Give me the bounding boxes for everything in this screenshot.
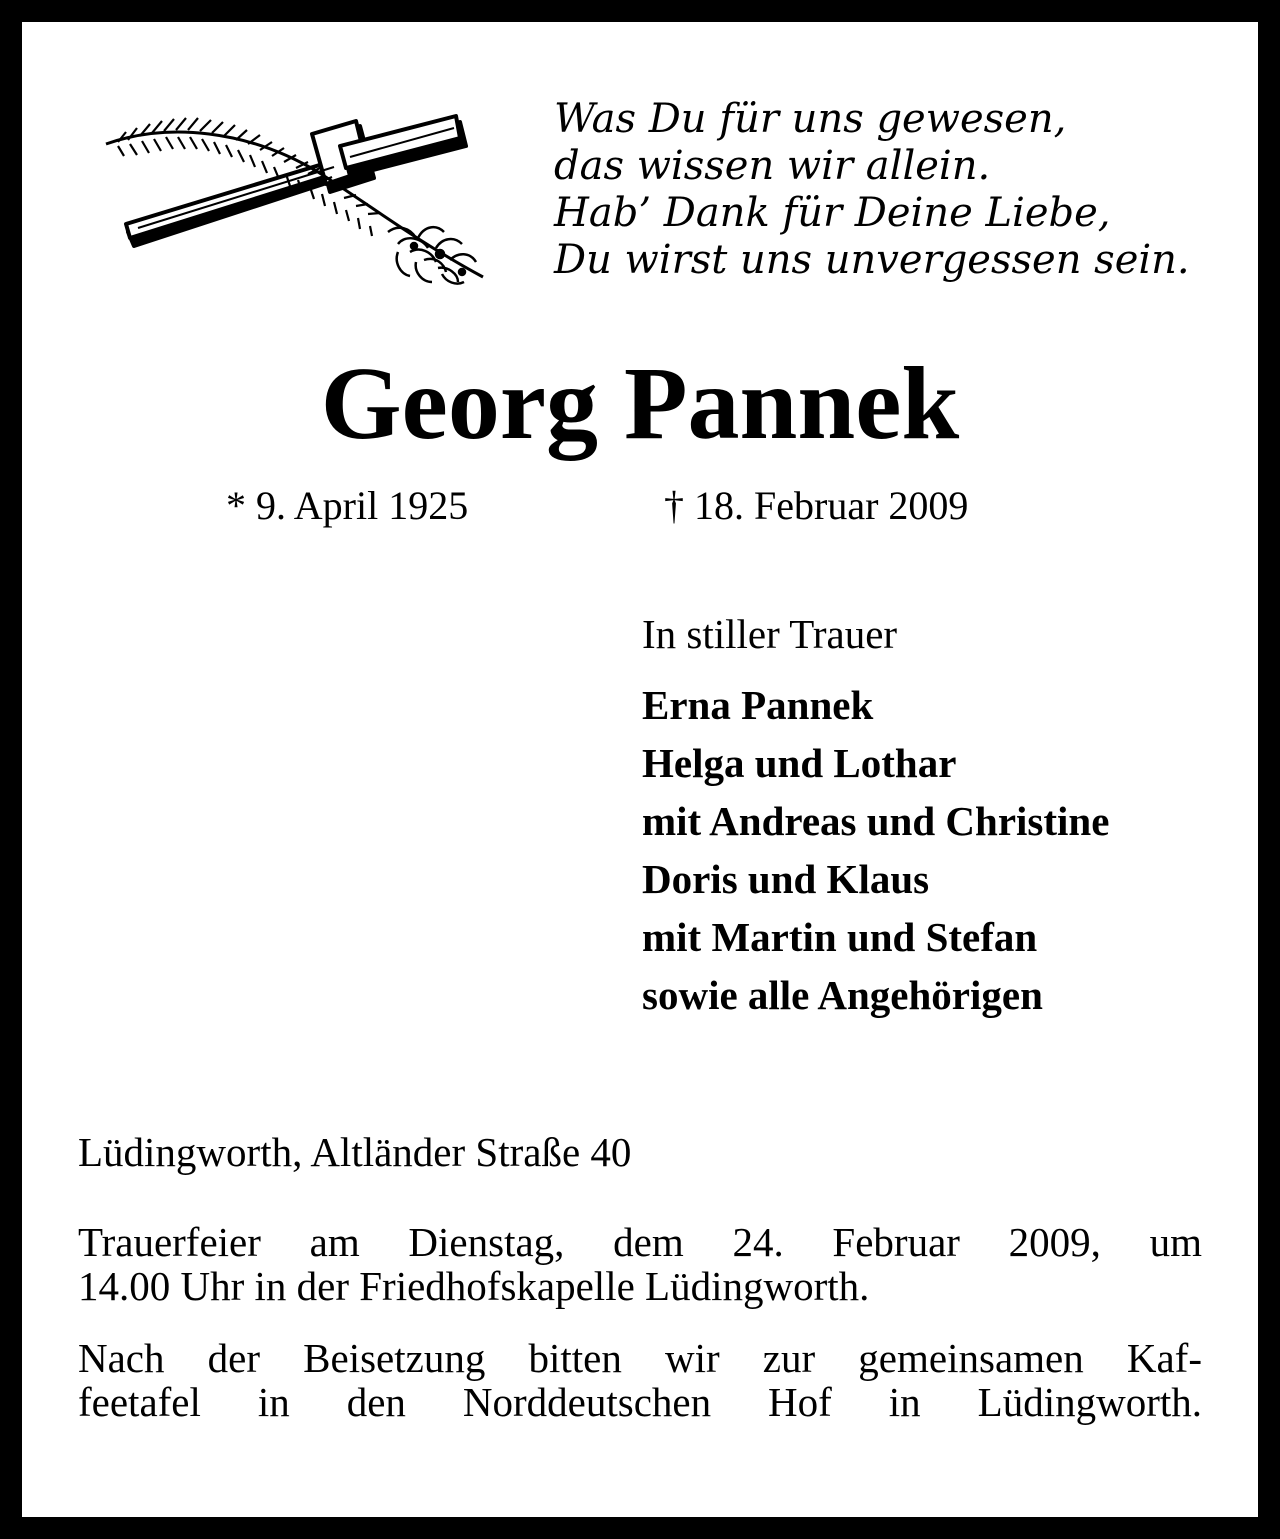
mourner-name: Helga und Lothar <box>642 740 957 786</box>
poem-line: Hab’ Dank für Deine Liebe, <box>554 190 1111 236</box>
mourners-list <box>642 676 1109 1024</box>
reception-paragraph <box>78 1336 1202 1424</box>
ceremony-line: 14.00 Uhr in der Friedhofskapelle Lüdingworth. <box>78 1263 870 1309</box>
ceremony-line: Trauerfeier am Dienstag, dem 24. Februar 2009, um <box>78 1219 1202 1265</box>
mourner-name: Doris und Klaus <box>642 856 930 902</box>
mourner-name: sowie alle Angehörigen <box>642 972 1043 1018</box>
mourner-name: Erna Pannek <box>642 682 874 728</box>
birth-date: * 9. April 1925 <box>226 483 469 528</box>
mourning-intro: In stiller Trauer <box>642 611 898 657</box>
mourner-name: mit Andreas und Christine <box>642 798 1110 844</box>
poem-line: Du wirst uns unvergessen sein. <box>554 237 1190 283</box>
reception-line: Nach der Beisetzung bitten wir zur gemeinsamen Kaf- <box>78 1335 1202 1381</box>
poem-line: Was Du für uns gewesen, <box>554 96 1067 142</box>
death-date: † 18. Februar 2009 <box>664 483 969 528</box>
deceased-name: Georg Pannek <box>320 346 960 461</box>
ceremony-paragraph <box>78 1220 1202 1308</box>
memorial-poem <box>554 96 1190 284</box>
poem-line: das wissen wir allein. <box>554 143 991 189</box>
cross-with-palm-branch-icon <box>98 112 490 292</box>
reception-line: feetafel in den Norddeutschen Hof in Lüdingworth. <box>78 1379 1202 1425</box>
mourner-name: mit Martin und Stefan <box>642 914 1038 960</box>
family-address: Lüdingworth, Altländer Straße 40 <box>78 1129 632 1175</box>
